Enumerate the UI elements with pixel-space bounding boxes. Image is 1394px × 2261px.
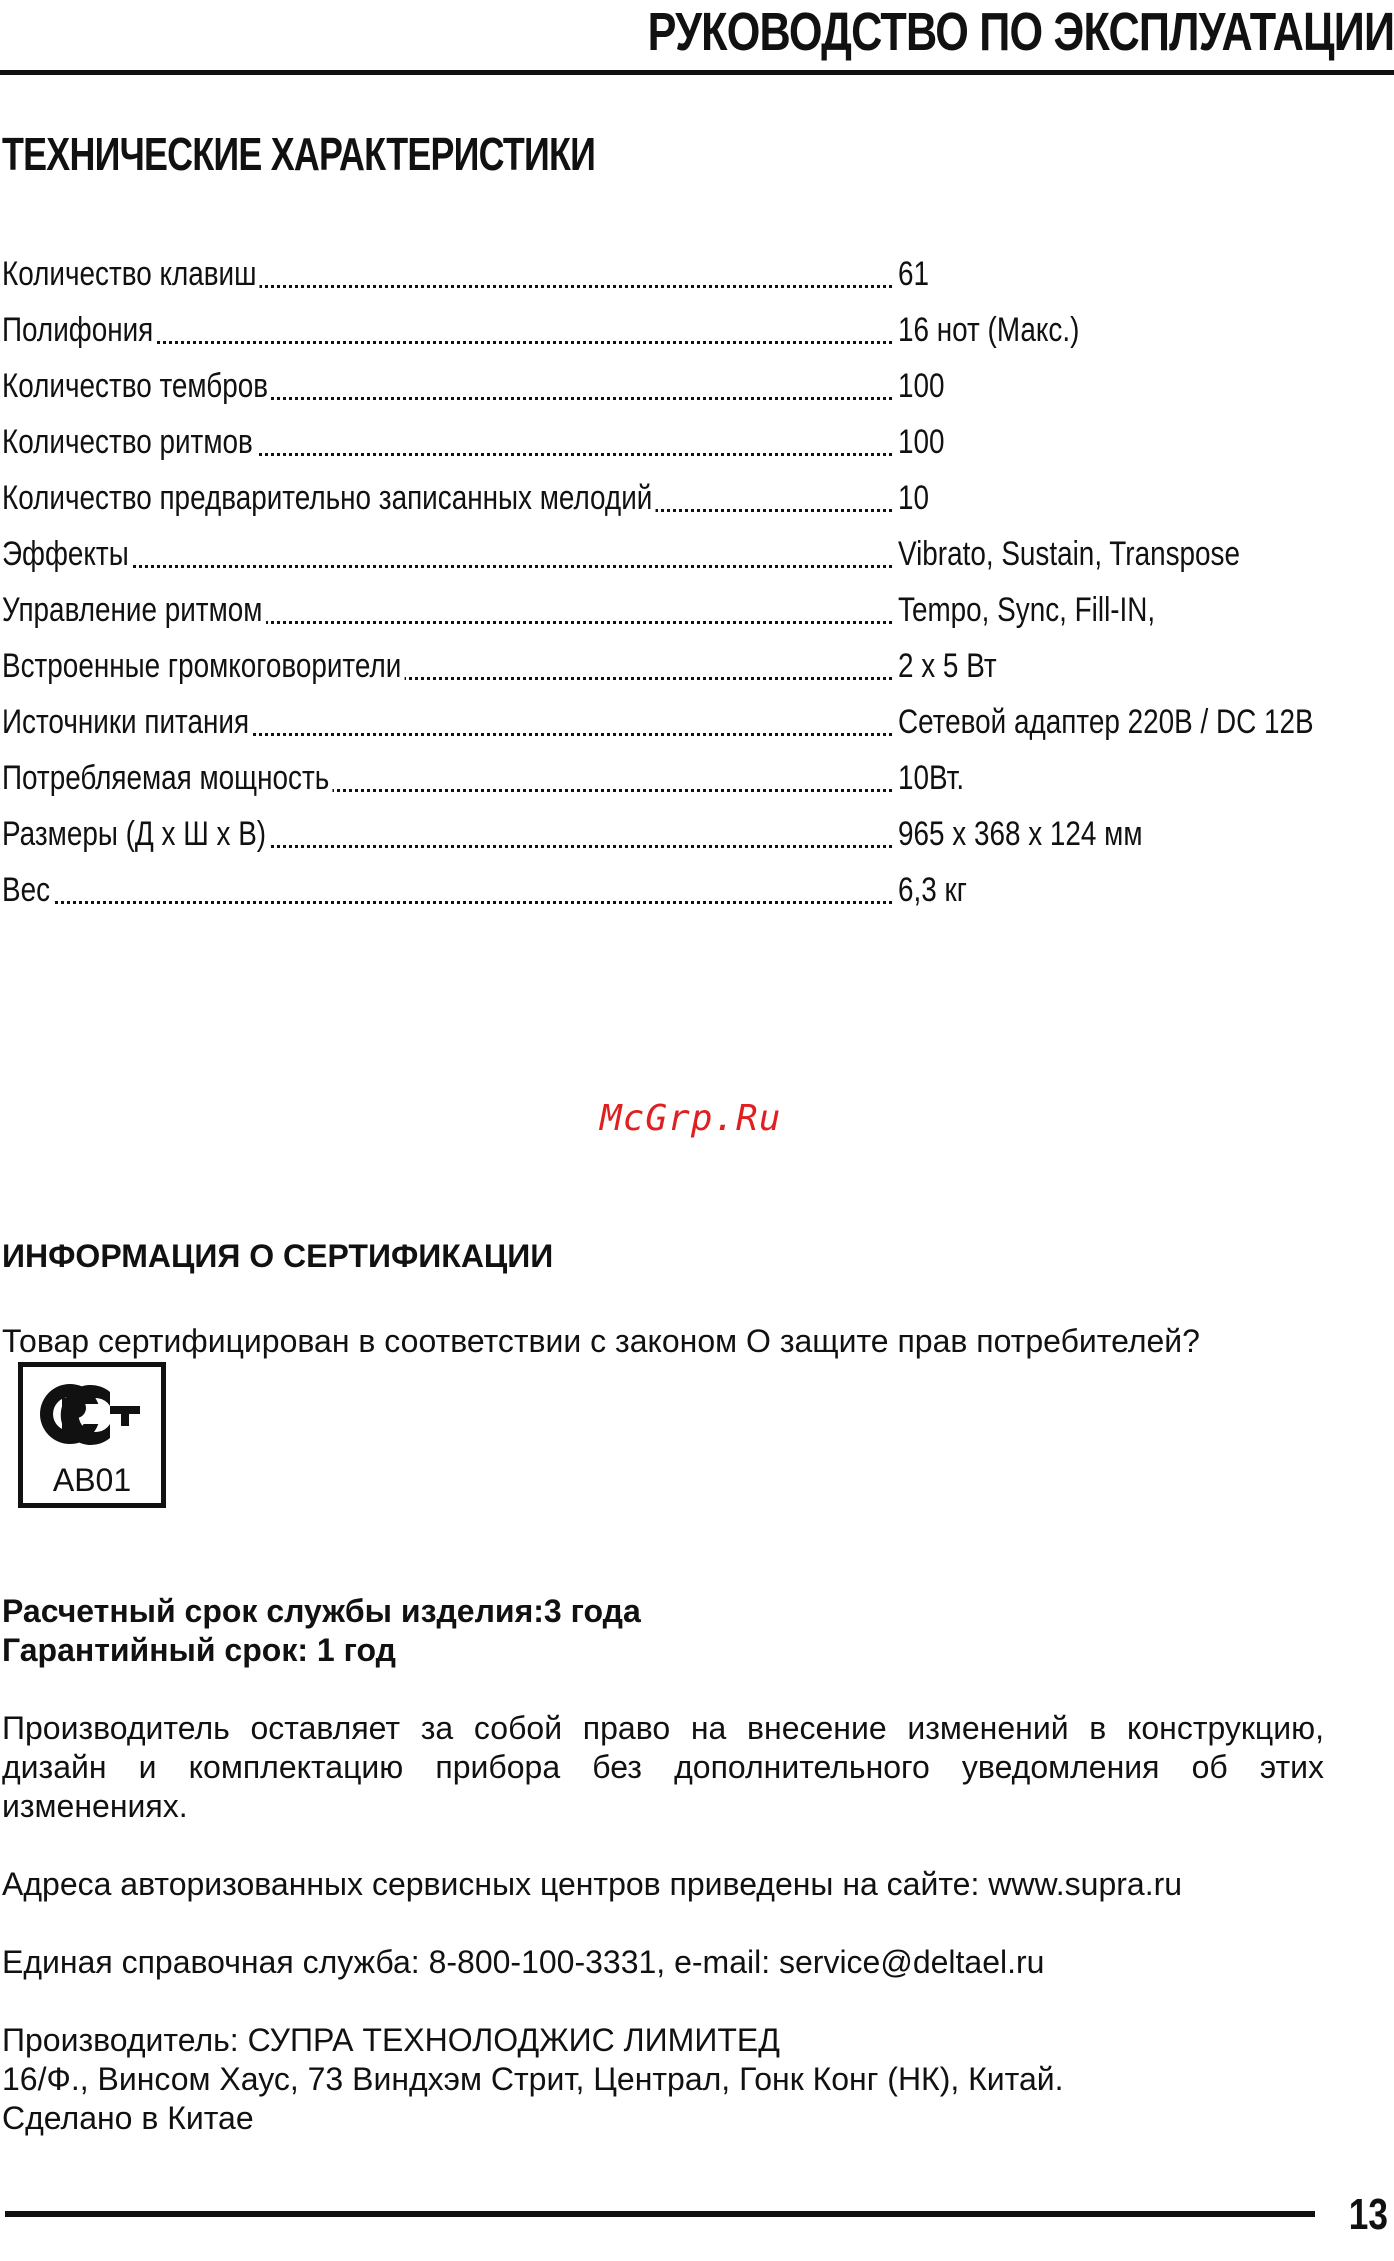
spec-row <box>2 358 1302 414</box>
spec-label: Вес <box>2 862 53 918</box>
spec-label: Количество тембров <box>2 358 271 414</box>
spec-row <box>2 750 1302 806</box>
service-centers-text: Адреса авторизованных сервисных центров приведены на сайте: www.supra.ru <box>2 1866 1183 1902</box>
header-rule <box>0 70 1394 75</box>
hotline-text: Единая справочная служба: 8-800-100-3331, e-mail: service@deltael.ru <box>2 1944 1045 1980</box>
spec-label: Количество клавиш <box>2 246 260 302</box>
spec-value: 2 x 5 Вт <box>898 647 997 685</box>
spec-label: Потребляемая мощность <box>2 750 333 806</box>
spec-row <box>2 582 1302 638</box>
spec-value: 6,3 кг <box>898 871 967 909</box>
spec-row <box>2 526 1302 582</box>
certification-statement: Товар сертифицирован в соответствии с законом О защите прав потребителей? <box>2 1323 1200 1359</box>
spec-value: 61 <box>898 255 930 293</box>
certification-code: АВ01 <box>52 1462 132 1498</box>
spec-label: Количество ритмов <box>2 414 256 470</box>
rst-certification-mark <box>18 1362 166 1508</box>
spec-value: Сетевой адаптер 220В / DC 12В <box>898 703 1314 741</box>
certification-title: ИНФОРМАЦИЯ О СЕРТИФИКАЦИИ <box>2 1238 554 1274</box>
spec-label: Количество предварительно записанных мелодий <box>2 470 656 526</box>
spec-row <box>2 414 1302 470</box>
spec-label: Встроенные громкоговорители <box>2 638 405 694</box>
specs-title: ТЕХНИЧЕСКИЕ ХАРАКТЕРИСТИКИ <box>2 128 596 180</box>
spec-row <box>2 806 1302 862</box>
spec-label: Эффекты <box>2 526 132 582</box>
spec-label: Полифония <box>2 302 157 358</box>
spec-value: Vibrato, Sustain, Transpose <box>898 535 1241 573</box>
manufacturer-name: Производитель: СУПРА ТЕХНОЛОДЖИС ЛИМИТЕД <box>2 2022 780 2058</box>
spec-label: Размеры (Д x Ш x В) <box>2 806 269 862</box>
change-notice: Производитель оставляет за собой право на внесение изменений в конструкцию, дизайн и комплектацию прибора без дополнительного уведомления об этих изменениях. <box>2 1710 1324 1824</box>
spec-value: 10Вт. <box>898 759 965 797</box>
spec-value: 100 <box>898 423 945 461</box>
spec-label: Источники питания <box>2 694 252 750</box>
watermark: McGrp.Ru <box>600 1098 782 1139</box>
spec-value: 100 <box>898 367 945 405</box>
spec-row <box>2 470 1302 526</box>
spec-row <box>2 638 1302 694</box>
page-number: 13 <box>1348 2190 1388 2239</box>
spec-value: 10 <box>898 479 930 517</box>
spec-row <box>2 694 1314 750</box>
spec-value: Tempo, Sync, Fill-IN, <box>898 591 1156 629</box>
spec-row <box>2 302 1302 358</box>
spec-row <box>2 246 1302 302</box>
manufacturer-address: 16/Ф., Винсом Хаус, 73 Виндхэм Стрит, Централ, Гонк Конг (НК), Китай. <box>2 2061 1064 2097</box>
service-life: Расчетный срок службы изделия:3 года <box>2 1593 641 1629</box>
spec-label: Управление ритмом <box>2 582 266 638</box>
warranty-period: Гарантийный срок: 1 год <box>2 1632 396 1668</box>
spec-value: 965 x 368 x 124 мм <box>898 815 1143 853</box>
footer-rule <box>5 2211 1315 2217</box>
country-of-origin: Сделано в Китае <box>2 2100 254 2136</box>
spec-row <box>2 862 1302 918</box>
spec-value: 16 нот (Макс.) <box>898 311 1080 349</box>
document-header-title: РУКОВОДСТВО ПО ЭКСПЛУАТАЦИИ <box>647 2 1394 62</box>
